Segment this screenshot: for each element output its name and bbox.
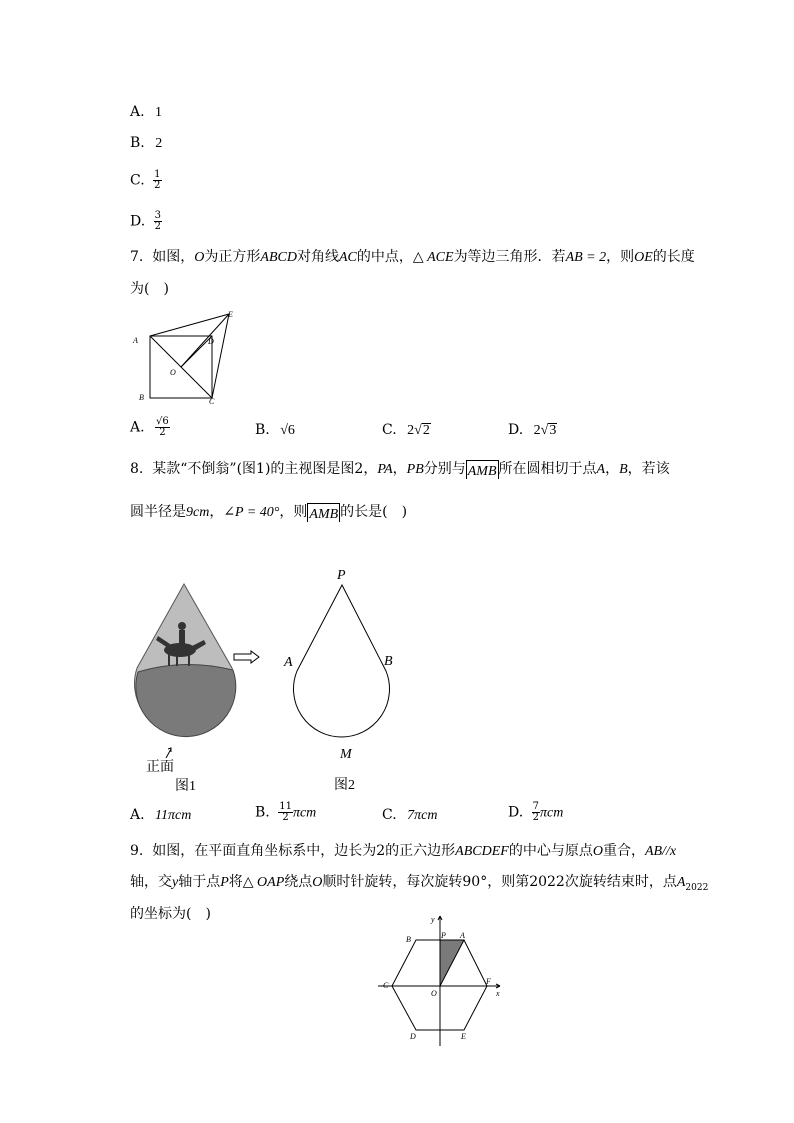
label-b: B <box>139 393 144 402</box>
math: y <box>172 875 179 890</box>
label-d: D <box>208 337 214 346</box>
q8-option-a <box>130 806 191 825</box>
q8-stem-line2 <box>130 503 407 522</box>
q7-option-d <box>508 421 557 440</box>
fraction <box>154 211 162 232</box>
option-label: C. <box>382 422 397 438</box>
text: ，则 <box>279 504 308 520</box>
math: AC <box>338 250 357 265</box>
math: PB <box>406 462 424 477</box>
text: 轴，交 <box>130 874 172 890</box>
text: 为正方形 <box>204 249 261 265</box>
text: 重合， <box>602 843 645 859</box>
label-p: P <box>337 568 346 583</box>
q6-option-a <box>130 103 162 122</box>
option-label: A. <box>130 104 145 120</box>
option-value: πcm <box>292 805 317 821</box>
q7-square-figure <box>128 306 240 406</box>
q7-option-c <box>382 421 431 440</box>
denominator: 2 <box>154 221 162 232</box>
label-f: F <box>486 977 491 986</box>
coefficient: 2 <box>533 423 541 438</box>
label-a: A <box>284 655 293 670</box>
numerator: 1 <box>154 169 161 180</box>
text: 的中点， <box>356 249 413 265</box>
triangle-oap <box>440 940 464 986</box>
q6-option-d <box>130 211 162 232</box>
text: 如图， <box>152 249 195 265</box>
denominator: 2 <box>154 180 161 191</box>
label-m: M <box>340 747 352 762</box>
option-value: √6 <box>280 423 295 438</box>
numerator: 7 <box>532 801 540 812</box>
math: P <box>220 875 229 890</box>
text: 如图，在平面直角坐标系中，边长为2的正六边形 <box>152 843 456 859</box>
figure1-caption: 图1 <box>175 779 196 793</box>
option-label: B. <box>255 804 270 821</box>
label-b: B <box>406 935 411 944</box>
fraction <box>532 802 540 823</box>
math: △ OAP <box>242 875 285 890</box>
question-number: 7. <box>130 249 144 265</box>
text: ， <box>605 461 620 477</box>
math: O <box>592 844 603 859</box>
math: △ ACE <box>412 250 454 265</box>
q8-figure2-teardrop <box>278 563 408 798</box>
text: 轴于点 <box>178 874 221 890</box>
math: AB = 2 <box>565 250 607 265</box>
label-x: x <box>496 989 500 998</box>
denominator: 2 <box>532 812 540 823</box>
option-label: C. <box>130 172 145 189</box>
text: 的中心与原点 <box>508 843 593 859</box>
option-label: D. <box>508 422 524 438</box>
math: 9cm <box>186 505 210 520</box>
segment-ae <box>150 314 229 336</box>
text: 圆半径是 <box>130 504 186 520</box>
text: 的长度 <box>652 249 695 265</box>
math: ABCD <box>260 250 297 265</box>
label-o: O <box>170 368 176 377</box>
label-a: A <box>460 931 465 940</box>
option-label: D. <box>130 213 146 230</box>
q9-stem-line2 <box>130 873 708 897</box>
q8-option-b <box>255 802 316 823</box>
option-label: B. <box>255 422 270 438</box>
text: 顺时针旋转，每次旋转90°，则第2022次旋转结束时，点 <box>322 874 677 890</box>
option-value: 1 <box>155 105 163 120</box>
text: ， <box>209 504 224 520</box>
math: O <box>312 875 323 890</box>
math: ABCDEF <box>455 844 509 859</box>
arrow-icon <box>166 749 171 758</box>
option-value: 11πcm <box>155 808 192 823</box>
text: ， <box>392 461 407 477</box>
arc-amb: AMB <box>466 460 499 479</box>
q8-stem-line1 <box>130 460 670 479</box>
text: 所在圆相切于点 <box>498 461 597 477</box>
q7-option-b <box>255 421 295 440</box>
right-arrow-icon <box>233 650 261 664</box>
segment-ce <box>212 314 229 398</box>
option-label: A. <box>130 419 145 436</box>
radical-sign: √ <box>540 423 549 438</box>
q9-hexagon-figure <box>372 912 507 1050</box>
q8-option-d <box>508 802 563 823</box>
text: 的长是( ) <box>340 504 408 520</box>
label-a: A <box>133 336 138 345</box>
math: A <box>596 462 606 477</box>
teardrop-outline <box>294 585 390 737</box>
question-number: 9. <box>130 843 144 859</box>
math: O <box>194 250 205 265</box>
figure2-caption: 图2 <box>334 778 355 793</box>
math: AB//x <box>644 844 677 859</box>
label-b: B <box>384 654 393 669</box>
q8-option-c <box>382 806 437 825</box>
label-p: P <box>441 931 446 940</box>
text: 为等边三角形．若 <box>453 249 566 265</box>
label-front: 正面 <box>146 760 174 775</box>
option-label: A. <box>130 807 145 823</box>
fraction <box>153 170 161 191</box>
arc-amb: AMB <box>307 503 340 522</box>
q9-stem-line3: 的坐标为( ) <box>130 906 211 922</box>
option-value: 2 <box>155 136 163 151</box>
label-d: D <box>410 1032 416 1041</box>
label-o: O <box>431 989 437 998</box>
q7-option-a <box>130 417 170 438</box>
denominator: 2 <box>159 427 166 438</box>
label-y: y <box>431 915 435 924</box>
option-value: πcm <box>540 805 564 821</box>
numerator: 3 <box>154 210 162 221</box>
radicand: 3 <box>549 423 557 438</box>
q9-stem-line1 <box>130 842 676 861</box>
subscript: 2022 <box>685 882 709 893</box>
text: 绕点 <box>284 874 313 890</box>
label-e: E <box>461 1032 466 1041</box>
q8-figure1-tumbler <box>130 578 240 793</box>
text: ，若该 <box>627 461 670 477</box>
math: OE <box>634 250 653 265</box>
segment-oe <box>181 314 229 367</box>
text: 将 <box>228 874 243 890</box>
text: ，则 <box>606 249 635 265</box>
coefficient: 2 <box>407 423 415 438</box>
math: A <box>676 875 686 890</box>
option-label: C. <box>382 807 397 823</box>
text: 对角线 <box>296 249 339 265</box>
label-e: E <box>228 310 233 319</box>
q6-option-c <box>130 170 162 191</box>
option-label: B. <box>130 135 145 151</box>
fraction <box>155 417 170 438</box>
fraction <box>278 802 293 823</box>
denominator: 2 <box>282 812 289 823</box>
label-c: C <box>209 397 215 406</box>
option-value: 7πcm <box>407 808 438 823</box>
question-number: 8. <box>130 461 144 477</box>
numerator: √6 <box>156 416 169 427</box>
label-c: C <box>383 981 389 990</box>
math: ∠P = 40° <box>223 505 280 520</box>
numerator: 11 <box>279 801 292 812</box>
q6-option-b <box>130 134 162 153</box>
tumbler-base <box>136 664 236 736</box>
text: 某款“不倒翁”(图1)的主视图是图2， <box>152 461 378 477</box>
radical-sign: √ <box>414 423 422 438</box>
math: B <box>619 462 628 477</box>
option-label: D. <box>508 804 524 821</box>
q7-stem-line1 <box>130 248 695 267</box>
text: 分别与 <box>423 461 466 477</box>
radicand: 2 <box>422 423 430 438</box>
q7-stem-line2: 为( ) <box>130 281 169 297</box>
math: PA <box>377 462 393 477</box>
